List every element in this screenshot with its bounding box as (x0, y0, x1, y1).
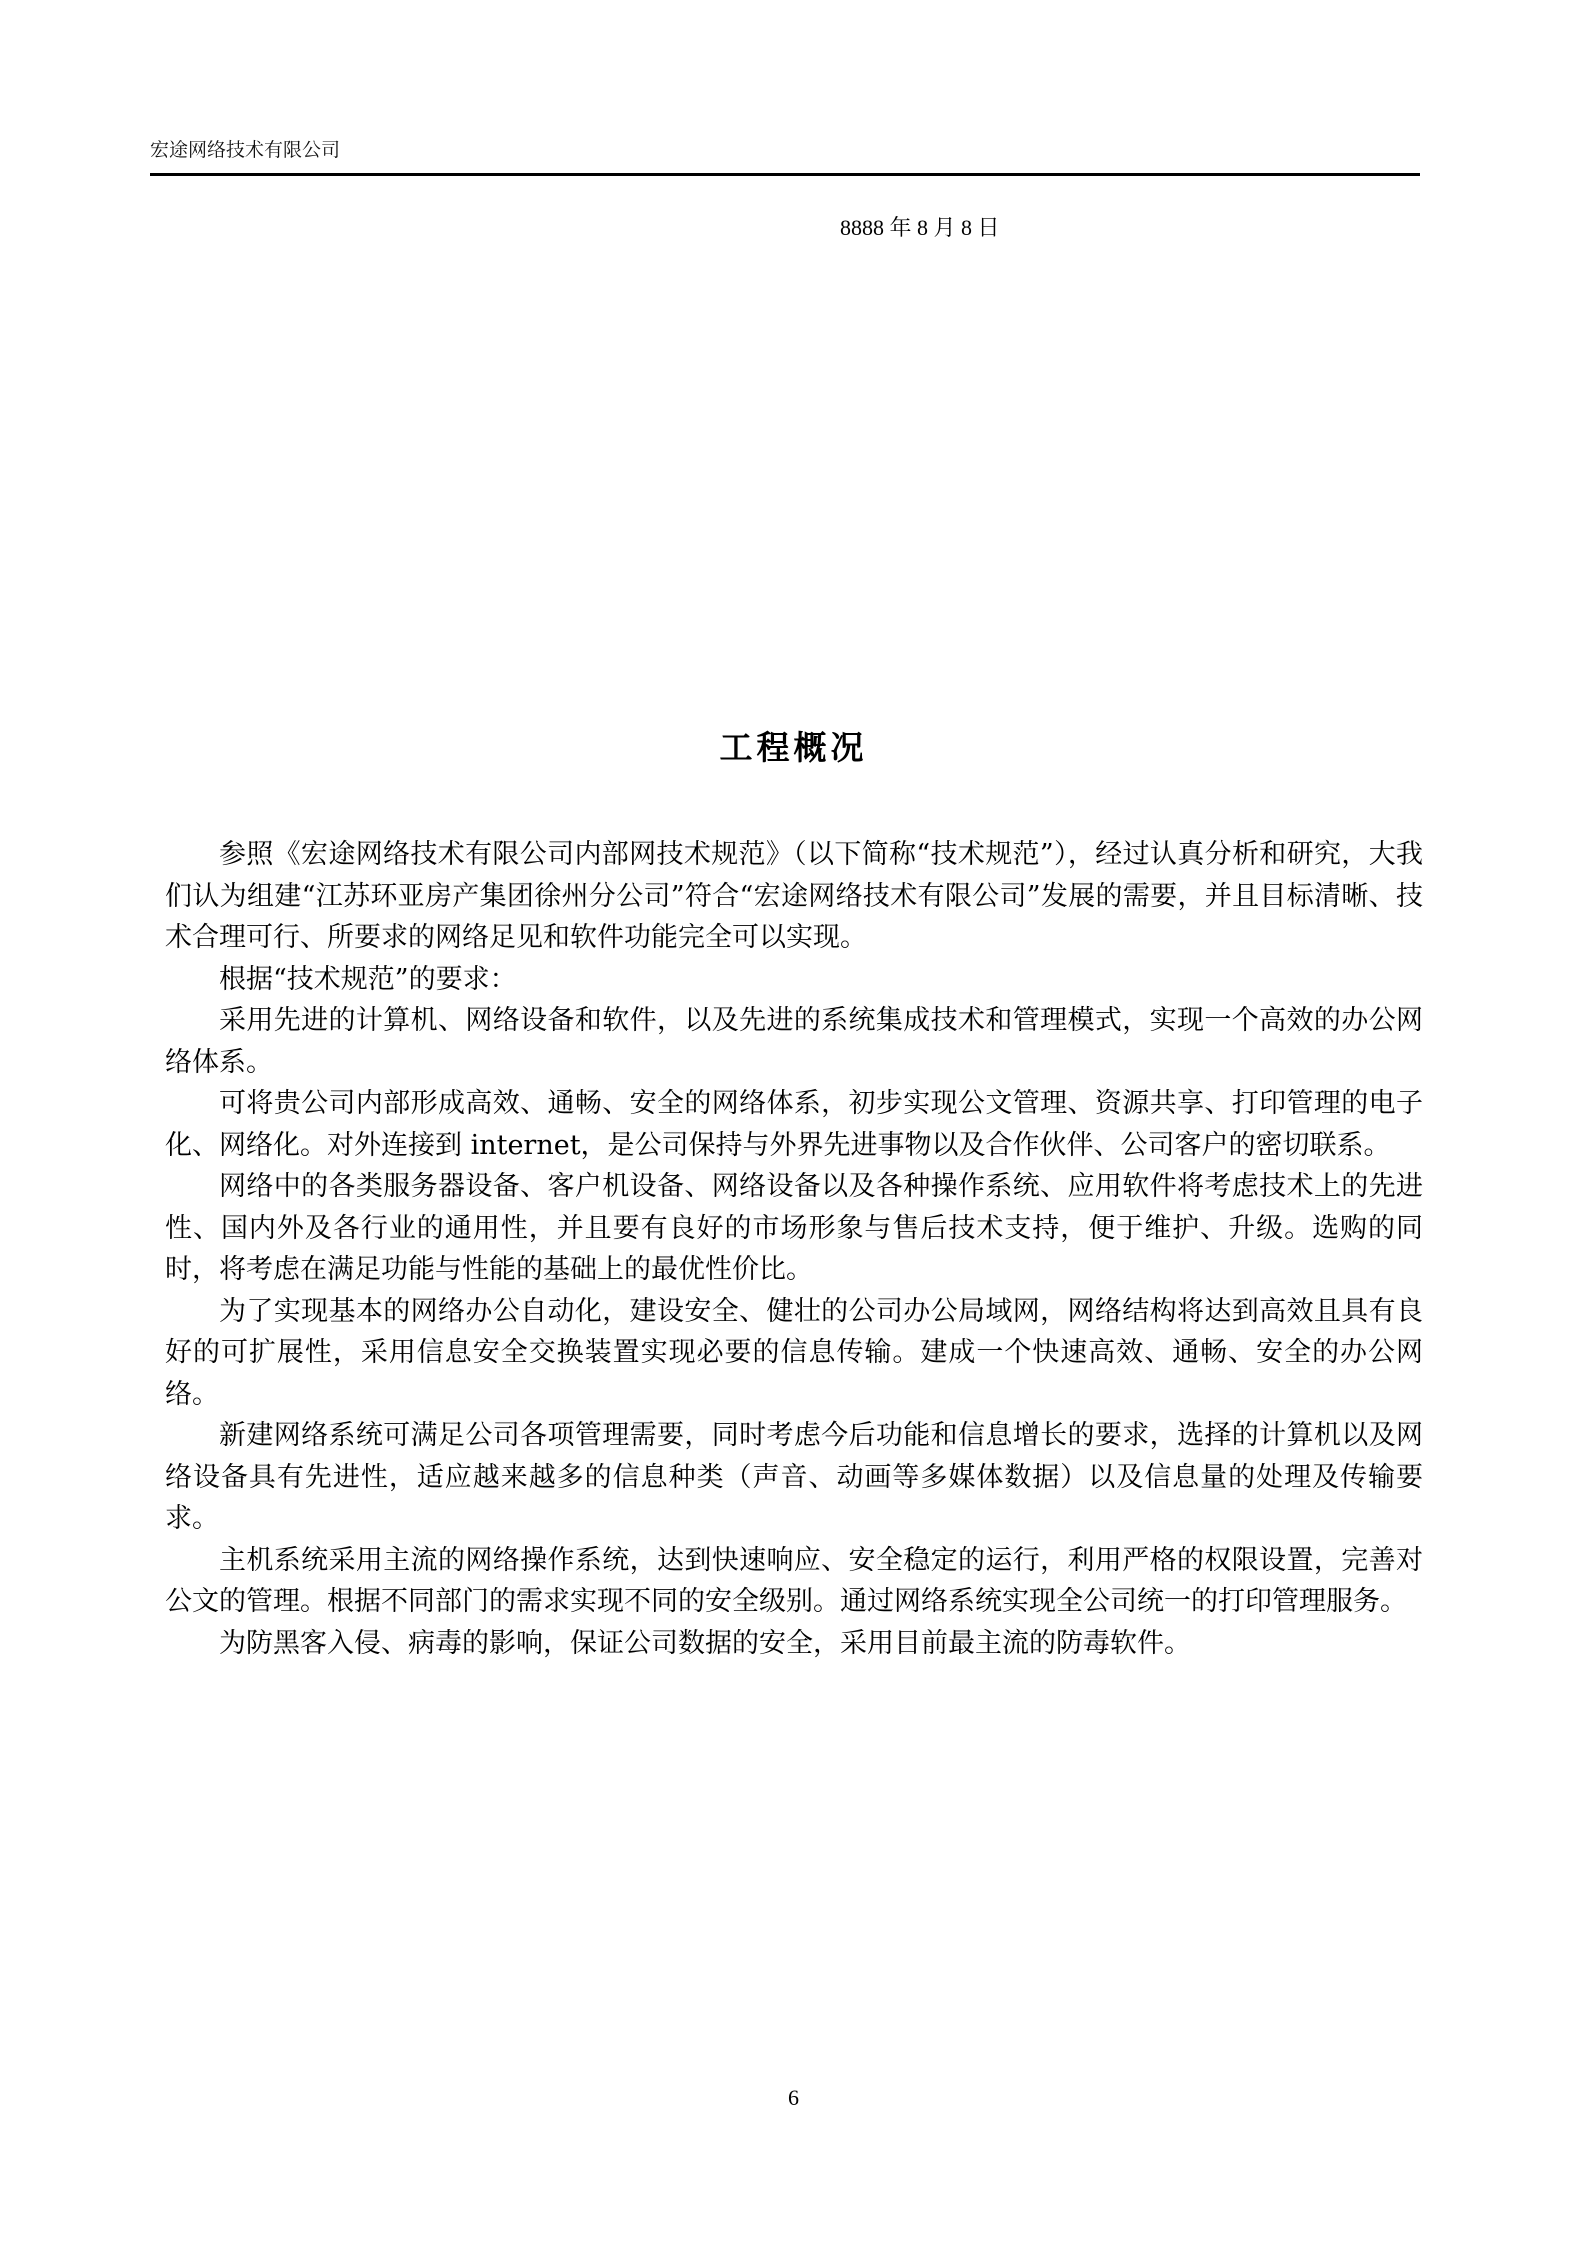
paragraph: 根据“技术规范”的要求： (219, 963, 517, 995)
section-title: 工程概况 (719, 728, 868, 767)
page-header (150, 138, 1420, 178)
paragraph: 参照《宏途网络技术有限公司内部网技术规范》（以下简称“技术规范”），经过认真分析和研究，大我们认为组建“江苏环亚房产集团徐州分公司”符合“宏途网络技术有限公司”发展的需要，并且目标清晰、技术合理可行、所要求的网络足见和软件功能完全可以实现。 (165, 839, 1423, 953)
paragraph: 采用先进的计算机、网络设备和软件，以及先进的系统集成技术和管理模式，实现一个高效的办公网络体系。 (165, 1005, 1423, 1078)
paragraph: 新建网络系统可满足公司各项管理需要，同时考虑今后功能和信息增长的要求，选择的计算机以及网络设备具有先进性，适应越来越多的信息种类（声音、动画等多媒体数据）以及信息量的处理及传输要求。 (165, 1420, 1423, 1534)
paragraph: 主机系统采用主流的网络操作系统，达到快速响应、安全稳定的运行，利用严格的权限设置，完善对公文的管理。根据不同部门的需求实现不同的安全级别。通过网络系统实现全公司统一的打印管理服务。 (165, 1544, 1423, 1617)
body-text (165, 834, 1423, 1664)
paragraph: 可将贵公司内部形成高效、通畅、安全的网络体系，初步实现公文管理、资源共享、打印管理的电子化、网络化。对外连接到 internet，是公司保持与外界先进事物以及合作伙伴、公司客户的密切联系。 (165, 1088, 1423, 1161)
header-company-name: 宏途网络技术有限公司 (150, 139, 341, 161)
paragraph: 为了实现基本的网络办公自动化，建设安全、健壮的公司办公局域网，网络结构将达到高效且具有良好的可扩展性，采用信息安全交换装置实现必要的信息传输。建成一个快速高效、通畅、安全的办公网络。 (165, 1295, 1423, 1410)
paragraph: 网络中的各类服务器设备、客户机设备、网络设备以及各种操作系统、应用软件将考虑技术上的先进性、国内外及各行业的通用性，并且要有良好的市场形象与售后技术支持，便于维护、升级。选购的同时，将考虑在满足功能与性能的基础上的最优性价比。 (165, 1171, 1423, 1285)
page-number: 6 (788, 2085, 799, 2110)
header-divider (150, 173, 1420, 176)
document-date: 8888 年 8 月 8 日 (840, 215, 1000, 240)
paragraph: 为防黑客入侵、病毒的影响，保证公司数据的安全，采用目前最主流的防毒软件。 (219, 1627, 1191, 1659)
